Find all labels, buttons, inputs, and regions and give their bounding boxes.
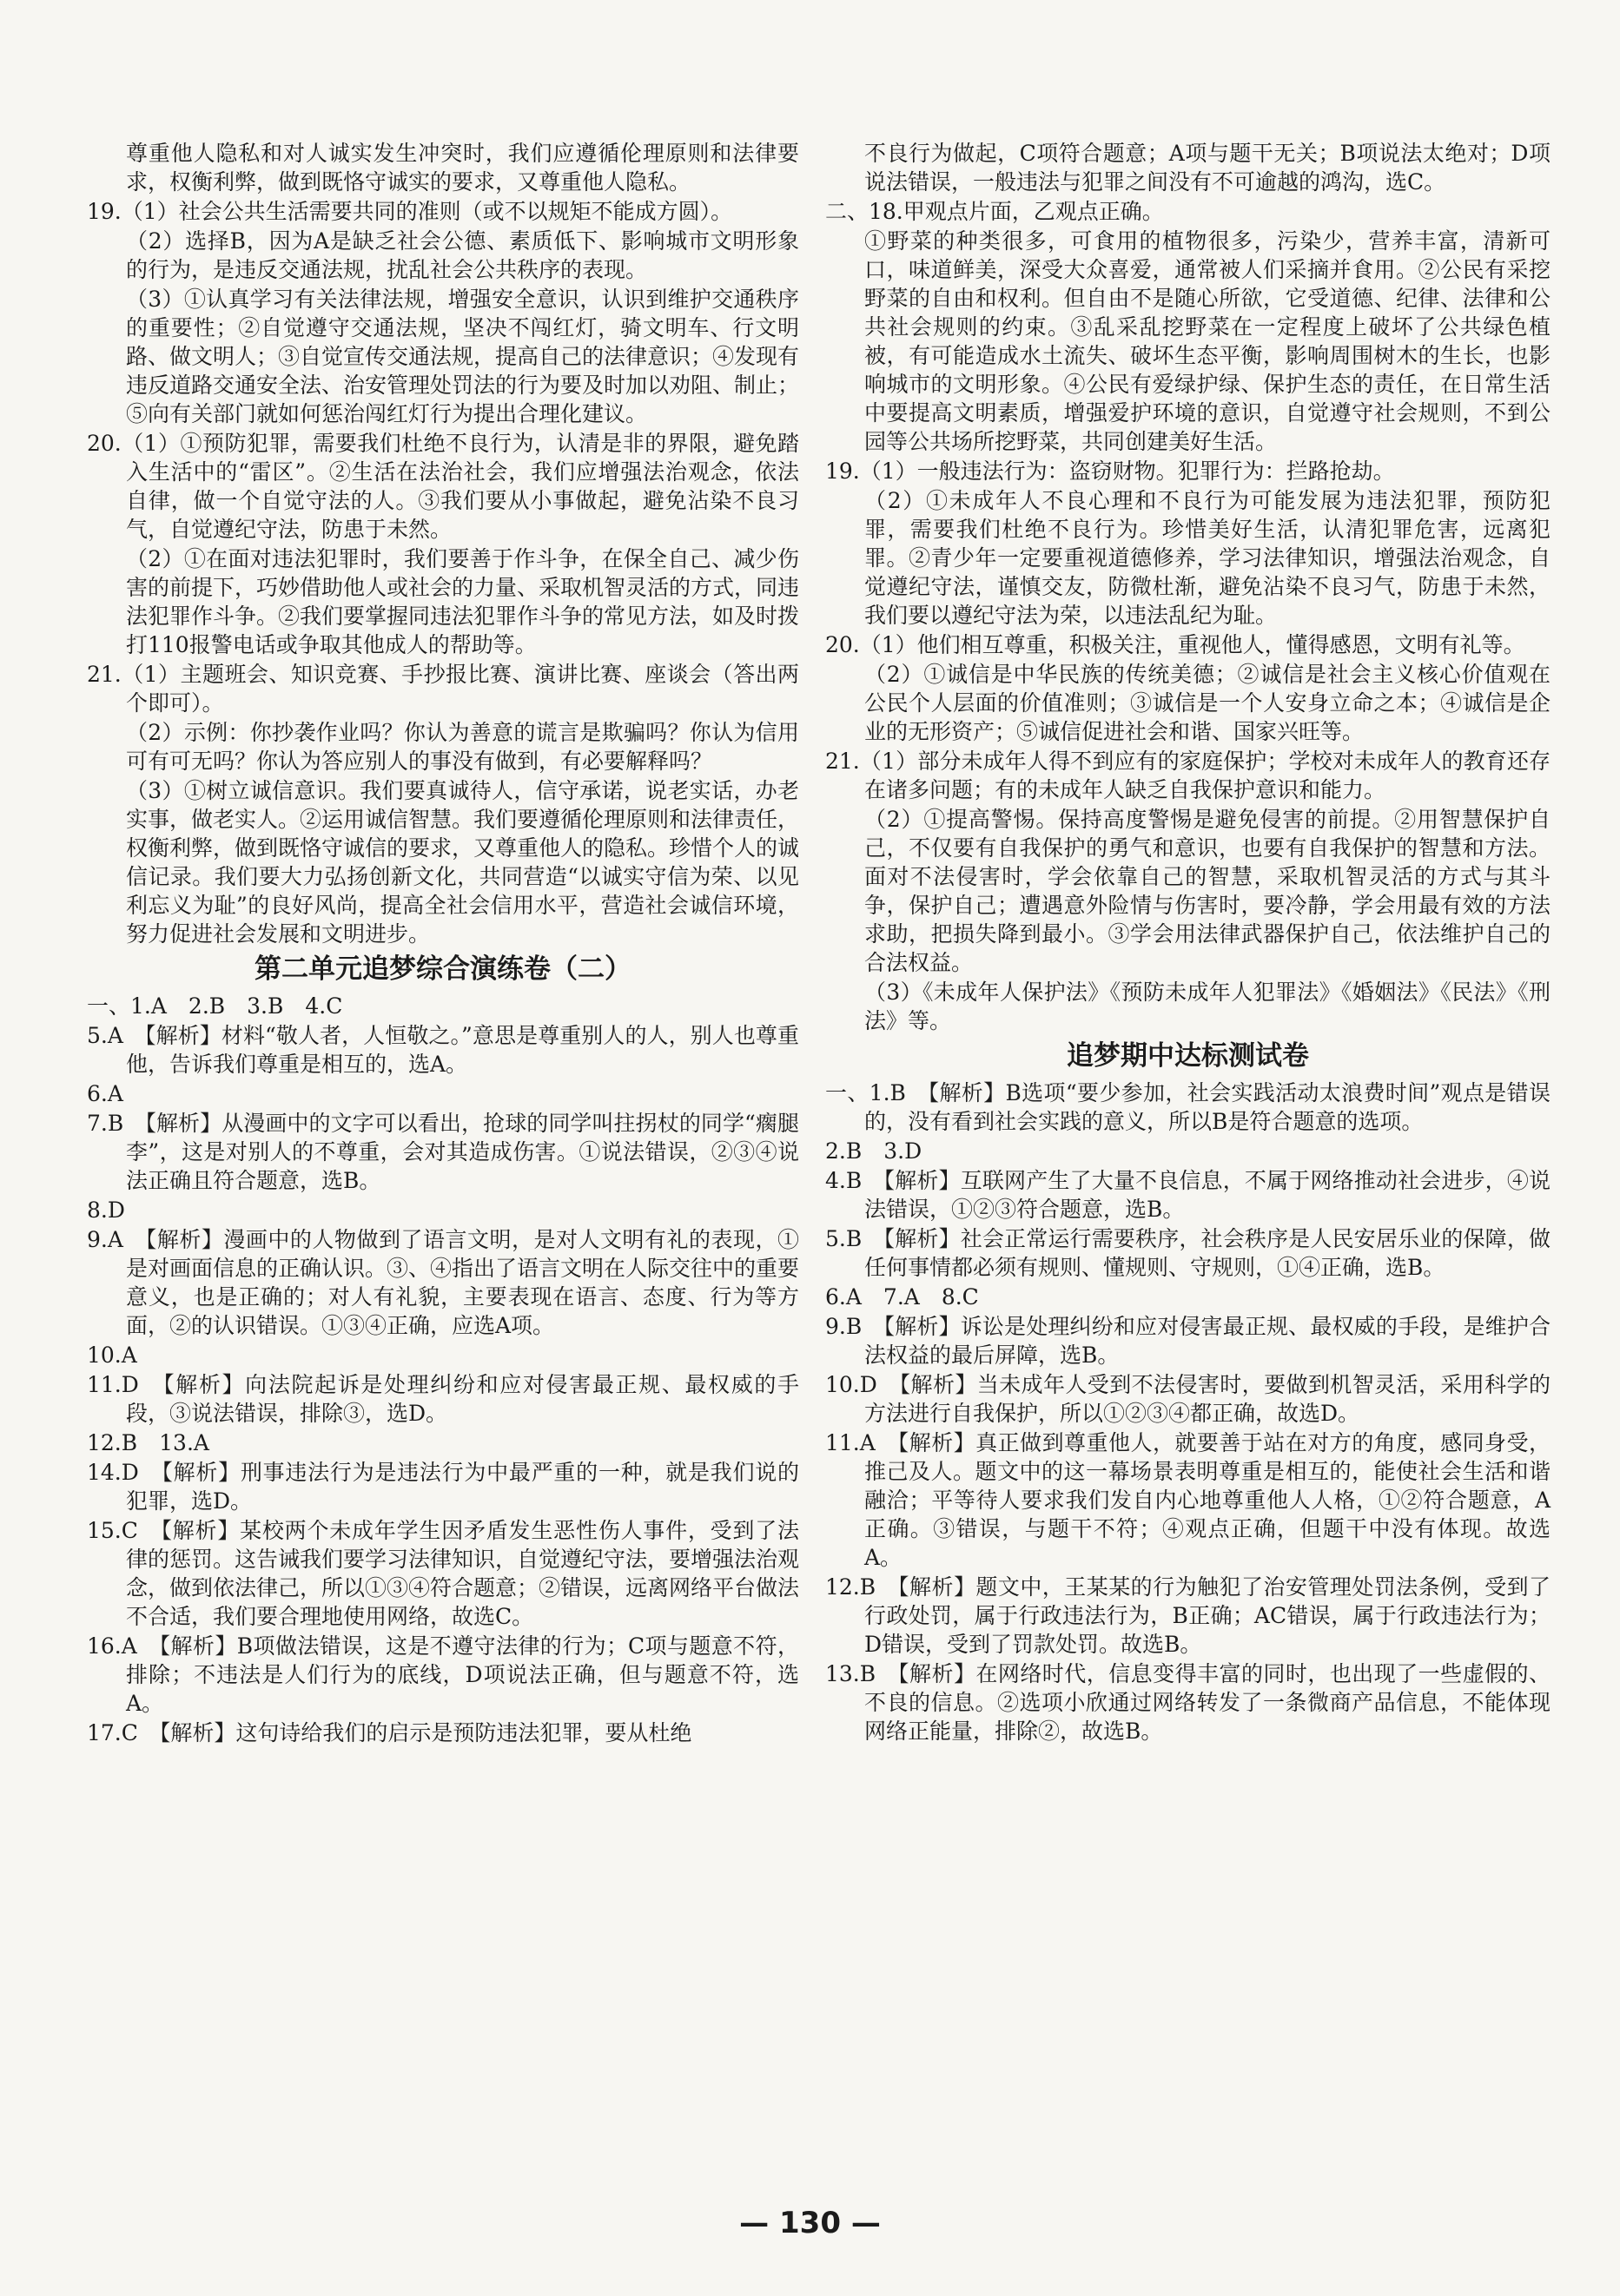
answer-paragraph: 一、1.A 2.B 3.B 4.C — [87, 993, 343, 1019]
right-column — [825, 139, 1551, 1746]
answer-paragraph: 二、18.甲观点片面，乙观点正确。 — [825, 199, 1164, 224]
answer-paragraph: 21.（1）部分未成年人得不到应有的家庭保护；学校对未成年人的教育还存在诸多问题；有的未成年人缺乏自我保护意识和能力。 — [825, 749, 1551, 802]
answer-paragraph: 19.（1）一般违法行为：盗窃财物。犯罪行为：拦路抢劫。 — [825, 459, 1395, 484]
answer-paragraph: 5.B 【解析】社会正常运行需要秩序，社会秩序是人民安居乐业的保障，做任何事情都必须有规则、懂规则、守规则，①④正确，选B。 — [825, 1226, 1551, 1280]
answer-paragraph: 8.D — [87, 1197, 125, 1223]
section-title: 第二单元追梦综合演练卷（二） — [255, 953, 631, 985]
answer-paragraph: （2）①诚信是中华民族的传统美德；②诚信是社会主义核心价值观在公民个人层面的价值准则；③诚信是一个人安身立命之本；④诚信是企业的无形资产；⑤诚信促进社会和谐、国家兴旺等。 — [864, 662, 1551, 744]
answer-paragraph: 12.B 13.A — [87, 1430, 209, 1455]
answer-paragraph: 尊重他人隐私和对人诚实发生冲突时，我们应遵循伦理原则和法律要求，权衡利弊，做到既恪守诚实的要求，又尊重他人隐私。 — [126, 141, 799, 195]
answer-paragraph: ①野菜的种类很多，可食用的植物很多，污染少，营养丰富，清新可口，味道鲜美，深受大众喜爱，通常被人们采摘并食用。②公民有采挖野菜的自由和权利。但自由不是随心所欲，它受道德、纪律、法律和公共社会规则的约束。③乱采乱挖野菜在一定程度上破坏了公共绿色植被，有可能造成水土流失、破坏生态平衡，影响周围树木的生长，也影响城市的文明形象。④公民有爱绿护绿、保护生态的责任，在日常生活中要提高文明素质，增强爱护环境的意识，自觉遵守社会规则，不到公园等公共场所挖野菜，共同创建美好生活。 — [864, 228, 1551, 454]
answer-paragraph: 21.（1）主题班会、知识竞赛、手抄报比赛、演讲比赛、座谈会（答出两个即可）。 — [87, 662, 799, 716]
answer-paragraph: 6.A — [87, 1081, 123, 1106]
answer-paragraph: 20.（1）①预防犯罪，需要我们杜绝不良行为，认清是非的界限，避免踏入生活中的“雷区”。②生活在法治社会，我们应增强法治观念，依法自律，做一个自觉守法的人。③我们要从小事做起，避免沾染不良习气，自觉遵纪守法，防患于未然。 — [87, 431, 799, 542]
answer-paragraph: 17.C 【解析】这句诗给我们的启示是预防违法犯罪，要从杜绝 — [87, 1720, 692, 1745]
answer-paragraph: （2）①在面对违法犯罪时，我们要善于作斗争，在保全自己、减少伤害的前提下，巧妙借助他人或社会的力量、采取机智灵活的方式，同违法犯罪作斗争。②我们要掌握同违法犯罪作斗争的常见方法，如及时拨打110报警电话或争取其他成人的帮助等。 — [126, 546, 800, 657]
answer-paragraph: （3）①认真学习有关法律法规，增强安全意识，认识到维护交通秩序的重要性；②自觉遵守交通法规，坚决不闯红灯，骑文明车、行文明路、做文明人；③自觉宣传交通法规，提高自己的法律意识；④发现有违反道路交通安全法、治安管理处罚法的行为要及时加以劝阻、制止；⑤向有关部门就如何惩治闯红灯行为提出合理化建议。 — [126, 287, 800, 426]
left-column — [87, 139, 799, 1748]
answer-paragraph: 9.B 【解析】诉讼是处理纠纷和应对侵害最正规、最权威的手段，是维护合法权益的最后屏障，选B。 — [825, 1314, 1551, 1368]
answer-paragraph: 15.C 【解析】某校两个未成年学生因矛盾发生恶性伤人事件，受到了法律的惩罚。这告诫我们要学习法律知识，自觉遵纪守法，要增强法治观念，做到依法律己，所以①③④符合题意；②错误，远离网络平台做法不合适，我们要合理地使用网络，故选C。 — [87, 1518, 800, 1629]
page-number: — 130 — — [739, 2206, 881, 2240]
answer-paragraph: （2）示例：你抄袭作业吗？你认为善意的谎言是欺骗吗？你认为信用可有可无吗？你认为答应别人的事没有做到，有必要解释吗？ — [126, 720, 799, 774]
answer-paragraph: （2）选择B，因为A是缺乏社会公德、素质低下、影响城市文明形象的行为，是违反交通法规，扰乱社会公共秩序的表现。 — [126, 228, 799, 282]
answer-paragraph: 20.（1）他们相互尊重，积极关注，重视他人，懂得感恩，文明有礼等。 — [825, 632, 1525, 657]
answer-paragraph: 10.D 【解析】当未成年人受到不法侵害时，要做到机智灵活，采用科学的方法进行自我保护，所以①②③④都正确，故选D。 — [825, 1372, 1551, 1426]
answer-paragraph: 4.B 【解析】互联网产生了大量不良信息，不属于网络推动社会进步，④说法错误，①②③符合题意，选B。 — [825, 1168, 1551, 1222]
answer-paragraph: 11.A 【解析】真正做到尊重他人，就要善于站在对方的角度，感同身受，推己及人。题文中的这一幕场景表明尊重是相互的，能使社会生活和谐融洽；平等待人要求我们发自内心地尊重他人人格，①②符合题意，A正确。③错误，与题干不符；④观点正确，但题干中没有体现。故选A。 — [825, 1430, 1551, 1570]
answer-paragraph: 5.A 【解析】材料“敬人者，人恒敬之。”意思是尊重别人的人，别人也尊重他，告诉我们尊重是相互的，选A。 — [87, 1023, 799, 1077]
answer-paragraph: 2.B 3.D — [825, 1138, 922, 1164]
answer-paragraph: 14.D 【解析】刑事违法行为是违法行为中最严重的一种，就是我们说的犯罪，选D。 — [87, 1460, 799, 1514]
answer-paragraph: （3）《未成年人保护法》《预防未成年人犯罪法》《婚姻法》《民法》《刑法》等。 — [864, 980, 1551, 1033]
answer-paragraph: （2）①提高警惕。保持高度警惕是避免侵害的前提。②用智慧保护自己，不仅要有自我保护的勇气和意识，也要有自我保护的智慧和方法。面对不法侵害时，学会依靠自己的智慧，采取机智灵活的方式与其斗争，保护自己；遭遇意外险情与伤害时，要冷静，学会用最有效的方法求助，把损失降到最小。③学会用法律武器保护自己，依法维护自己的合法权益。 — [864, 807, 1551, 975]
answer-paragraph: 6.A 7.A 8.C — [825, 1284, 979, 1310]
answer-paragraph: （3）①树立诚信意识。我们要真诚待人，信守承诺，说老实话，办老实事，做老实人。②运用诚信智慧。我们要遵循伦理原则和法律责任，权衡利弊，做到既恪守诚信的要求，又尊重他人的隐私。珍惜个人的诚信记录。我们要大力弘扬创新文化，共同营造“以诚实守信为荣、以见利忘义为耻”的良好风尚，提高全社会信用水平，营造社会诚信环境，努力促进社会发展和文明进步。 — [126, 778, 800, 947]
answer-paragraph: 16.A 【解析】B项做法错误，这是不遵守法律的行为；C项与题意不符，排除；不违法是人们行为的底线，D项说法正确，但与题意不符，选A。 — [87, 1633, 799, 1716]
answer-paragraph: 一、1.B 【解析】B选项“要少参加，社会实践活动太浪费时间”观点是错误的，没有看到社会实践的意义，所以B是符合题意的选项。 — [825, 1080, 1551, 1134]
answer-paragraph: 12.B 【解析】题文中，王某某的行为触犯了治安管理处罚法条例，受到了行政处罚，属于行政违法行为，B正确；AC错误，属于行政违法行为；D错误，受到了罚款处罚。故选B。 — [825, 1574, 1551, 1657]
answer-paragraph: 13.B 【解析】在网络时代，信息变得丰富的同时，也出现了一些虚假的、不良的信息。②选项小欣通过网络转发了一条微商产品信息，不能体现网络正能量，排除②，故选B。 — [825, 1661, 1551, 1744]
answer-paragraph: 19.（1）社会公共生活需要共同的准则（或不以规矩不能成方圆）。 — [87, 199, 733, 224]
answer-paragraph: 11.D 【解析】向法院起诉是处理纠纷和应对侵害最正规、最权威的手段，③说法错误，排除③，选D。 — [87, 1372, 799, 1426]
answer-paragraph: 7.B 【解析】从漫画中的文字可以看出，抢球的同学叫拄拐杖的同学“瘸腿李”，这是对别人的不尊重，会对其造成伤害。①说法错误，②③④说法正确且符合题意，选B。 — [87, 1111, 799, 1193]
answer-paragraph: （2）①未成年人不良心理和不良行为可能发展为违法犯罪，预防犯罪，需要我们杜绝不良行为。珍惜美好生活，认清犯罪危害，远离犯罪。②青少年一定要重视道德修养，学习法律知识，增强法治观念，自觉遵纪守法，谨慎交友，防微杜渐，避免沾染不良习气，防患于未然，我们要以遵纪守法为荣，以违法乱纪为耻。 — [864, 488, 1551, 628]
answer-paragraph: 9.A 【解析】漫画中的人物做到了语言文明，是对人文明有礼的表现，①是对画面信息的正确认识。③、④指出了语言文明在人际交往中的重要意义，也是正确的；对人有礼貌，主要表现在语言、态度、行为等方面，②的认识错误。①③④正确，应选A项。 — [87, 1227, 800, 1338]
answer-paragraph: 不良行为做起，C项符合题意；A项与题干无关；B项说法太绝对；D项说法错误，一般违法与犯罪之间没有不可逾越的鸿沟，选C。 — [864, 141, 1551, 195]
answer-paragraph: 10.A — [87, 1343, 137, 1368]
section-title: 追梦期中达标测试卷 — [1067, 1040, 1309, 1072]
